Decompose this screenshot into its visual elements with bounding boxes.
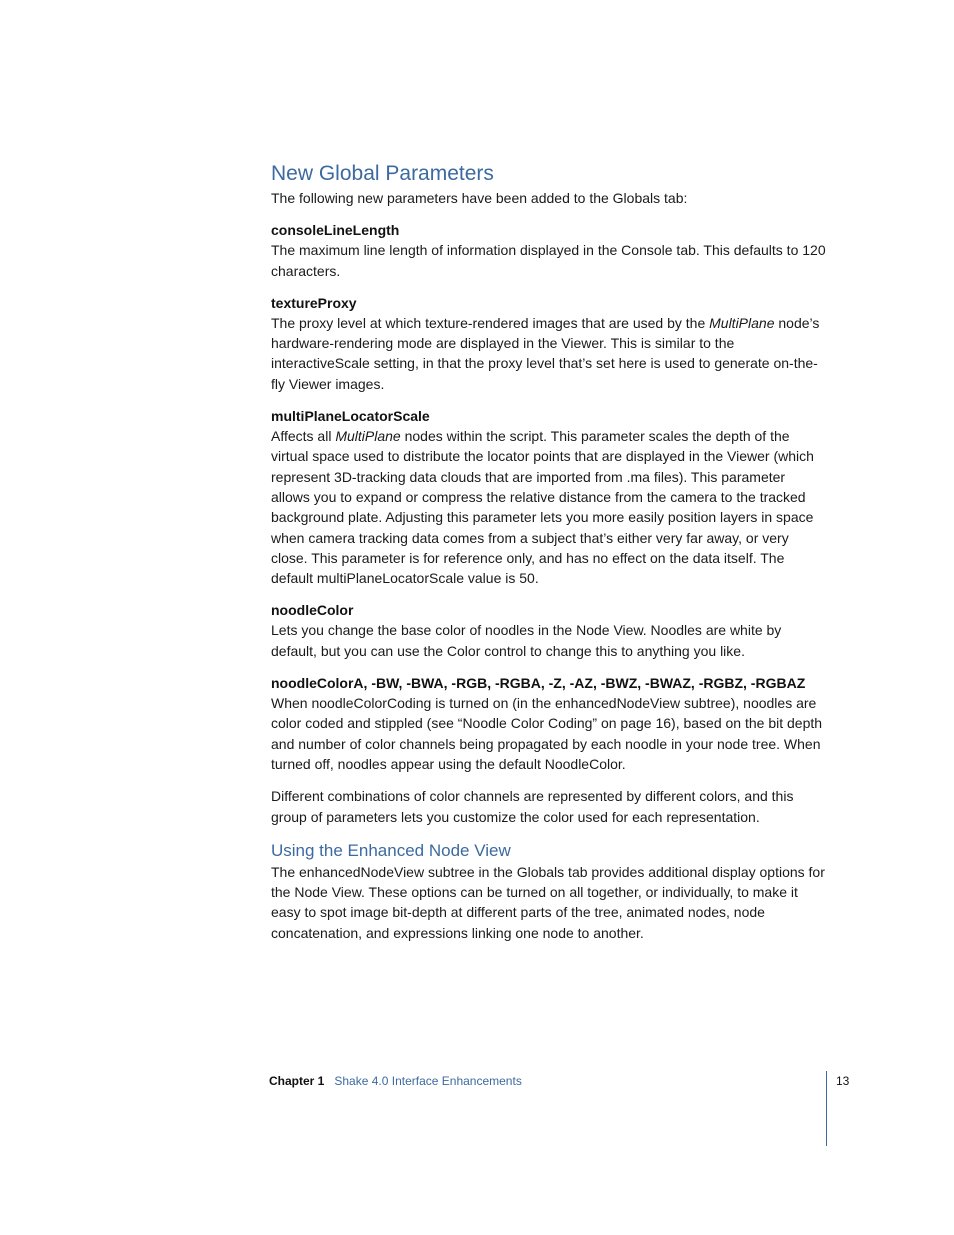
param-desc-locator-b: nodes within the script. This parameter scales the depth of the virtual space used to distribute the locator points that are displayed in the Viewer (which represent 3D-tracking data clouds that are imported from .ma files). This parameter allows you to expand or compress the relative distance from the camera to the tracked background plate. Adjusting this parameter lets you more easily position layers in space when camera tracking data comes from a subject that’s either very far away, or very close. This parameter is for reference only, and has no effect on the data itself. The default multiPlaneLocatorScale value is 50. (271, 428, 814, 587)
footer-chapter: Chapter 1 (269, 1074, 325, 1088)
footer-chapter-title: Shake 4.0 Interface Enhancements (334, 1074, 522, 1088)
param-term-locator: multiPlaneLocatorScale (271, 408, 430, 425)
param-desc-noodle-variants-2: Different combinations of color channels are represented by different colors, and this group of parameters lets you customize the color used for each representation. (271, 788, 794, 825)
param-desc-noodle-variants: When noodleColorCoding is turned on (in the enhancedNodeView subtree), noodles are color coded and stippled (see “Noodle Color Coding” on page 16), based on the bit depth and number of color channels being propagated by each noodle in your node tree. When turned off, noodles appear using the default NoodleColor. (271, 695, 823, 772)
param-desc-locator-em: MultiPlane (335, 428, 401, 445)
page-content (271, 160, 827, 943)
param-desc-noodle: Lets you change the base color of noodles in the Node View. Noodles are white by default, but you can use the Color control to change this to anything you like. (271, 622, 782, 659)
subsection-text: The enhancedNodeView subtree in the Globals tab provides additional display options for the Node View. These options can be turned on all together, or individually, to make it easy to spot image bit-depth at different parts of the tree, animated nodes, node concatenation, and expressions linking one node to another. (271, 863, 825, 941)
param-term-noodle: noodleColor (271, 602, 354, 619)
param-desc-console: The maximum line length of information displayed in the Console tab. This defaults to 120 characters. (271, 242, 826, 279)
section-heading: New Global Parameters (271, 162, 494, 185)
intro-text: The following new parameters have been added to the Globals tab: (271, 190, 688, 206)
param-term-noodle-variants: noodleColorA, -BW, -BWA, -RGB, -RGBA, -Z, -AZ, -BWZ, -BWAZ, -RGBZ, -RGBAZ (271, 675, 806, 692)
page-number: 13 (836, 1074, 850, 1088)
param-desc-locator-a: Affects all (271, 428, 336, 445)
page-footer (269, 1073, 522, 1089)
param-term-console: consoleLineLength (271, 222, 400, 239)
param-desc-locator (271, 426, 827, 588)
footer-divider (826, 1071, 827, 1146)
param-desc-texture-em: MultiPlane (709, 314, 775, 331)
param-desc-texture-b: node’s hardware-rendering mode are displayed in the Viewer. This is similar to the interactiveScale setting, in that the proxy level that’s set here is used to generate on-the-fly Viewer images. (271, 314, 820, 392)
param-desc-texture (271, 313, 827, 394)
subsection-heading: Using the Enhanced Node View (271, 840, 511, 860)
param-term-texture: textureProxy (271, 294, 357, 311)
param-desc-texture-a: The proxy level at which texture-rendered images that are used by the (271, 314, 710, 331)
